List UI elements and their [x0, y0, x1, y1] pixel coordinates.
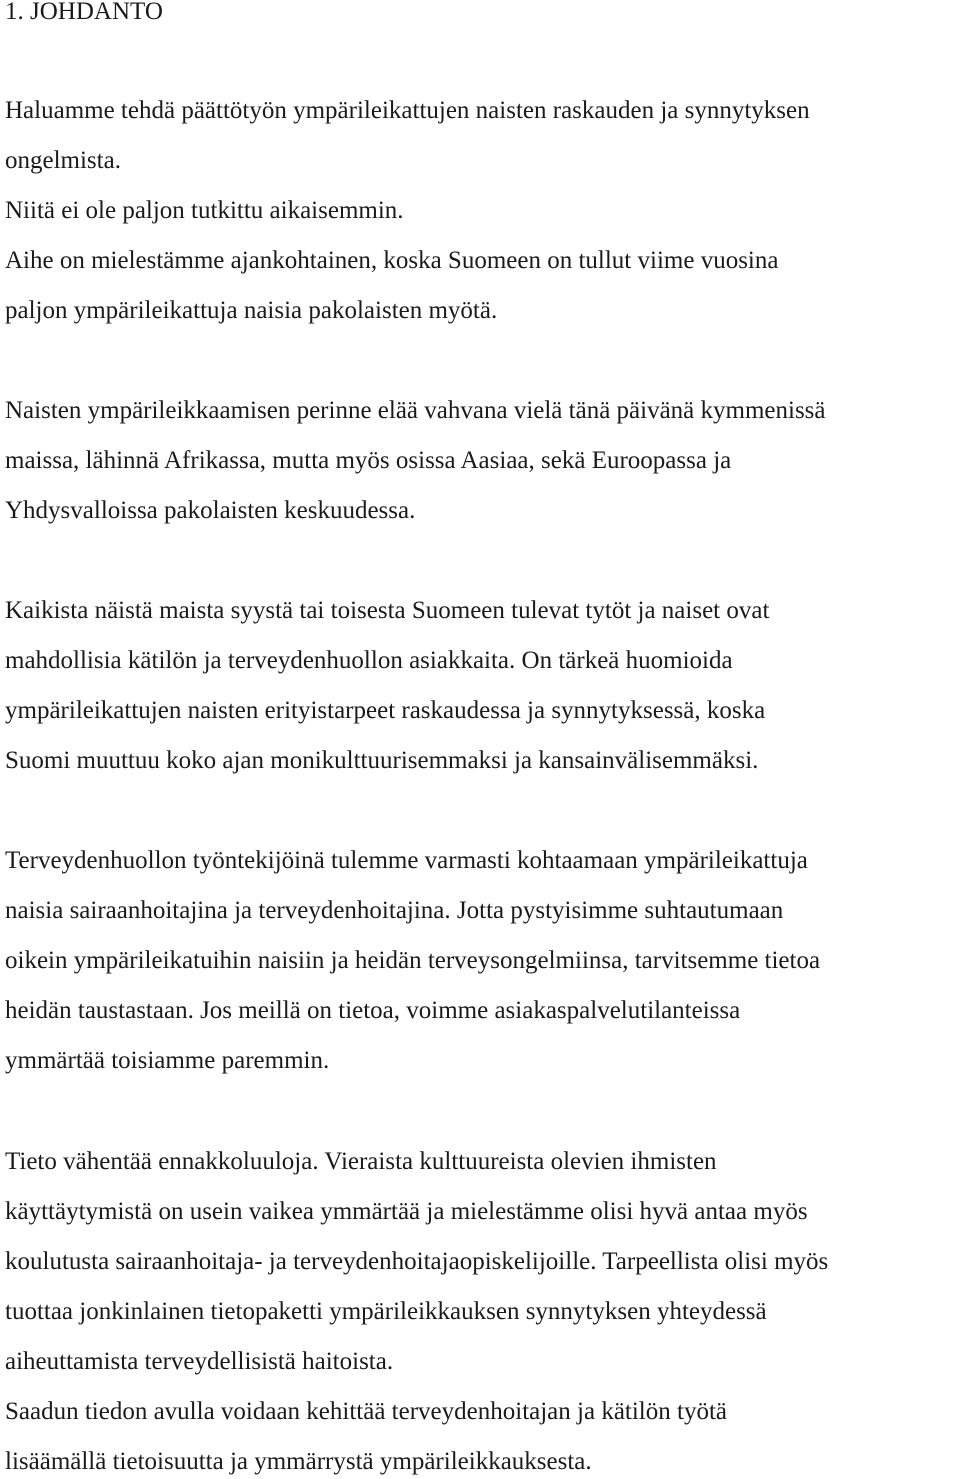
- paragraph-2-line-2: maissa, lähinnä Afrikassa, mutta myös osissa Aasiaa, sekä Euroopassa ja: [5, 447, 732, 474]
- paragraph-1-line-5: paljon ympärileikattuja naisia pakolaisten myötä.: [5, 297, 498, 324]
- paragraph-4-line-2: naisia sairaanhoitajina ja terveydenhoitajina. Jotta pystyisimme suhtautumaan: [5, 897, 784, 924]
- paragraph-5-line-5: aiheuttamista terveydellisistä haitoista.: [5, 1348, 394, 1375]
- paragraph-5-line-4: tuottaa jonkinlainen tietopaketti ympärileikkauksen synnytyksen yhteydessä: [5, 1298, 767, 1325]
- paragraph-5-line-1: Tieto vähentää ennakkoluuloja. Vieraista kulttuureista olevien ihmisten: [5, 1148, 717, 1175]
- paragraph-5-line-6: Saadun tiedon avulla voidaan kehittää terveydenhoitajan ja kätilön työtä: [5, 1398, 727, 1425]
- paragraph-4-line-1: Terveydenhuollon työntekijöinä tulemme varmasti kohtaamaan ympärileikattuja: [5, 847, 808, 874]
- paragraph-3-line-4: Suomi muuttuu koko ajan monikulttuurisemmaksi ja kansainvälisemmäksi.: [5, 747, 759, 774]
- paragraph-3-line-2: mahdollisia kätilön ja terveydenhuollon asiakkaita. On tärkeä huomioida: [5, 647, 733, 674]
- paragraph-3-line-1: Kaikista näistä maista syystä tai toisesta Suomeen tulevat tytöt ja naiset ovat: [5, 597, 770, 624]
- paragraph-4-line-3: oikein ympärileikatuihin naisiin ja heidän terveysongelmiinsa, tarvitsemme tietoa: [5, 947, 821, 974]
- paragraph-2-line-1: Naisten ympärileikkaamisen perinne elää vahvana vielä tänä päivänä kymmenissä: [5, 397, 826, 424]
- paragraph-3-line-3: ympärileikattujen naisten erityistarpeet raskaudessa ja synnytyksessä, koska: [5, 697, 766, 724]
- paragraph-4-line-5: ymmärtää toisiamme paremmin.: [5, 1047, 330, 1074]
- paragraph-1-line-3: Niitä ei ole paljon tutkittu aikaisemmin.: [5, 197, 404, 224]
- paragraph-1-line-1: Haluamme tehdä päättötyön ympärileikattujen naisten raskauden ja synnytyksen: [5, 97, 810, 124]
- paragraph-5-line-3: koulutusta sairaanhoitaja- ja terveydenhoitajaopiskelijoille. Tarpeellista olisi myös: [5, 1248, 829, 1275]
- paragraph-5-line-7: lisäämällä tietoisuutta ja ymmärrystä ympärileikkauksesta.: [5, 1448, 592, 1475]
- paragraph-1-line-4: Aihe on mielestämme ajankohtainen, koska Suomeen on tullut viime vuosina: [5, 247, 779, 274]
- page-heading: 1. JOHDANTO: [5, 0, 163, 25]
- paragraph-5-line-2: käyttäytymistä on usein vaikea ymmärtää ja mielestämme olisi hyvä antaa myös: [5, 1198, 808, 1225]
- paragraph-2-line-3: Yhdysvalloissa pakolaisten keskuudessa.: [5, 497, 416, 524]
- paragraph-1-line-2: ongelmista.: [5, 147, 121, 174]
- paragraph-4-line-4: heidän taustastaan. Jos meillä on tietoa, voimme asiakaspalvelutilanteissa: [5, 997, 741, 1024]
